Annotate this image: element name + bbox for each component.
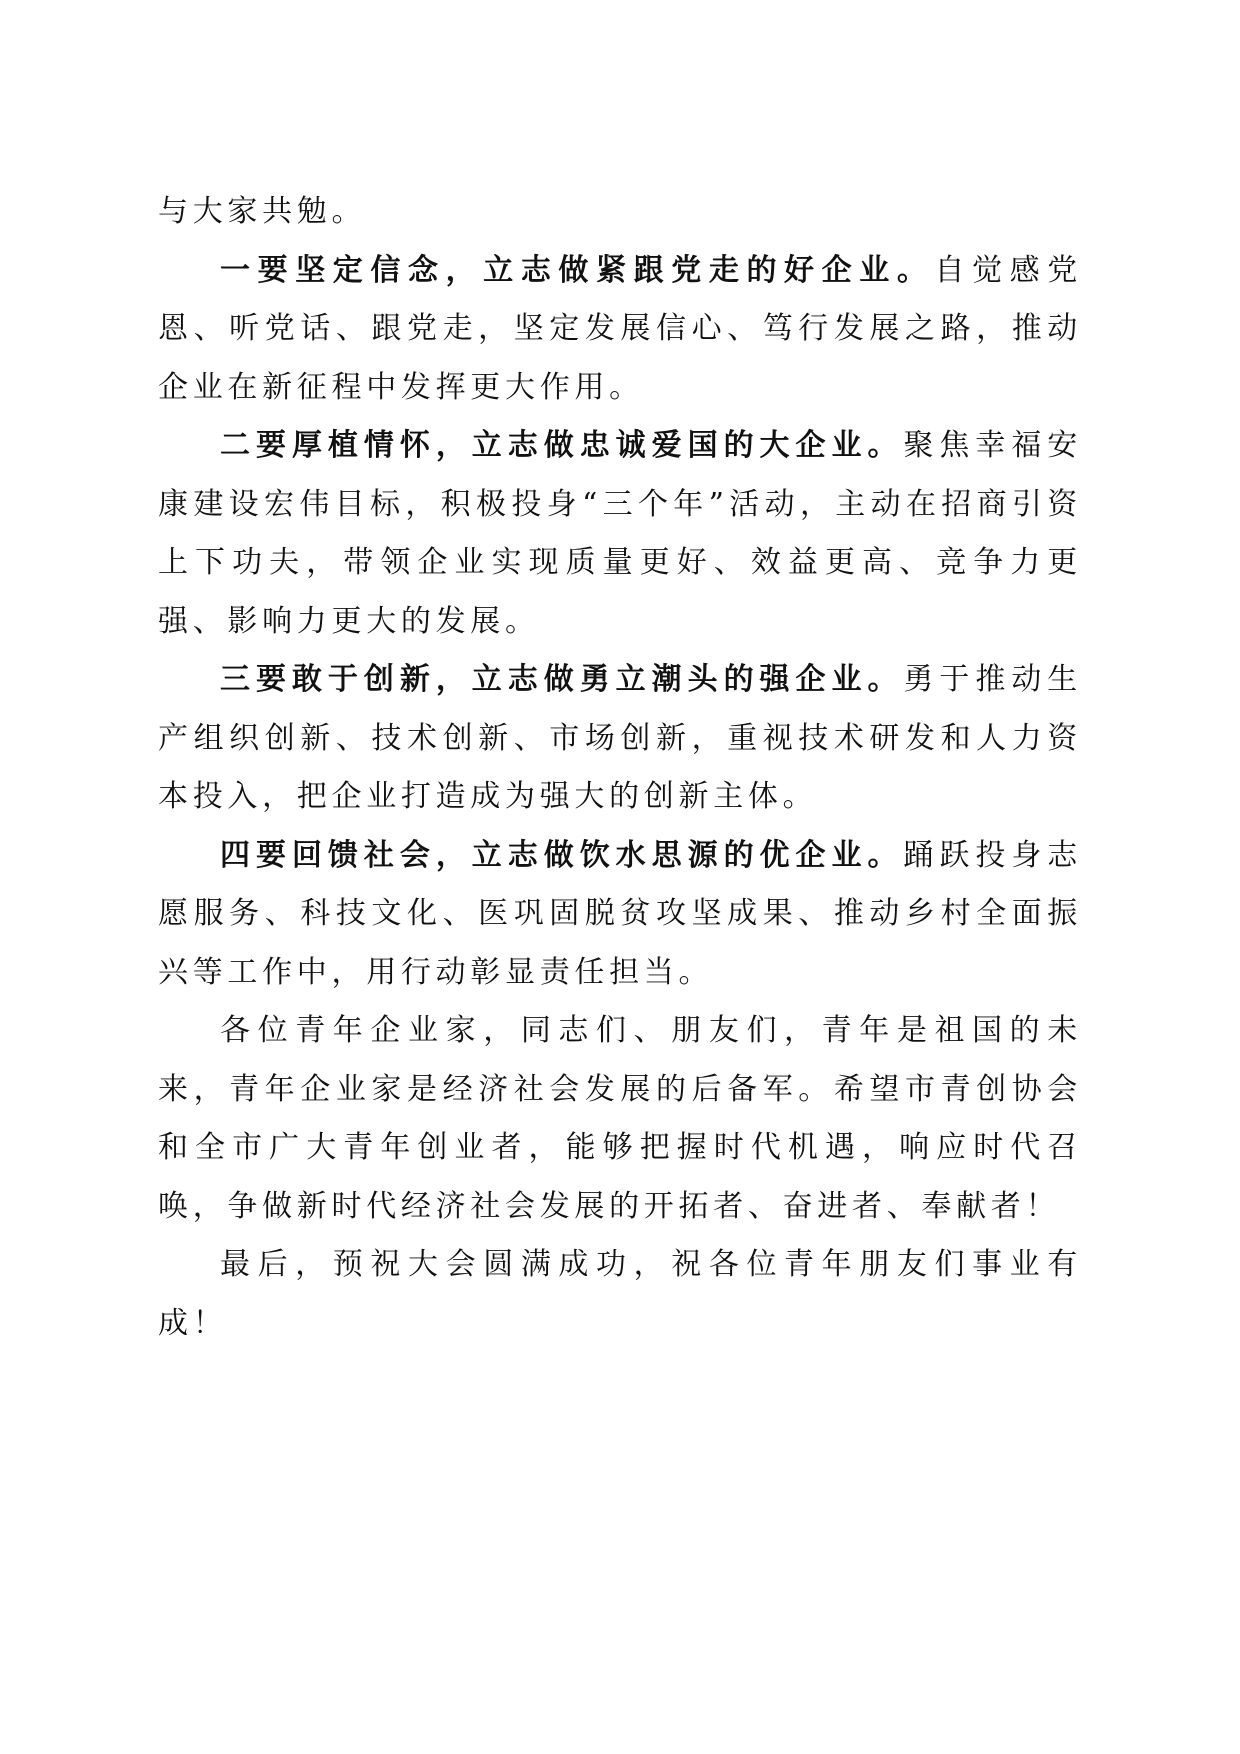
paragraph-text: 勇于推动生产组织创新、技术创新、市场创新，重视技术研发和人力资本投入，把企业打造成为强大的创新主体。 (158, 662, 1082, 814)
paragraph-heading: 四要回馈社会，立志做饮水思源的优企业。 (220, 837, 904, 873)
paragraph-text: 聚焦幸福安康建设宏伟目标，积极投身“三个年”活动，主动在招商引资上下功夫，带领企业实现质量更好、效益更高、竞争力更强、影响力更大的发展。 (158, 428, 1082, 639)
paragraph-point-two (158, 417, 1082, 651)
paragraph-heading: 二要厚植情怀，立志做忠诚爱国的大企业。 (220, 428, 904, 463)
paragraph-point-three (158, 651, 1082, 827)
paragraph-appeal (158, 1002, 1082, 1236)
document-body (158, 183, 1082, 1353)
paragraph-text: 踊跃投身志愿服务、科技文化、医巩固脱贫攻坚成果、推动乡村全面振兴等工作中，用行动彰显责任担当。 (158, 837, 1082, 990)
paragraph-text: 与大家共勉。 (158, 194, 367, 229)
paragraph-heading: 三要敢于创新，立志做勇立潮头的强企业。 (220, 662, 904, 697)
paragraph-heading: 一要坚定信念，立志做紧跟党走的好企业。 (220, 252, 935, 288)
paragraph-closing-line (158, 183, 1082, 242)
paragraph-text: 各位青年企业家，同志们、朋友们，青年是祖国的未来，青年企业家是经济社会发展的后备军。希望市青创协会和全市广大青年创业者，能够把握时代机遇，响应时代召唤，争做新时代经济社会发展的开拓者、奋进者、奉献者！ (158, 1013, 1082, 1224)
paragraph-point-four (158, 827, 1082, 1003)
paragraph-text: 自觉感党恩、听党话、跟党走，坚定发展信心、笃行发展之路，推动企业在新征程中发挥更大作用。 (158, 252, 1082, 405)
paragraph-point-one (158, 242, 1082, 418)
paragraph-final-wishes (158, 1236, 1082, 1353)
paragraph-text: 最后，预祝大会圆满成功，祝各位青年朋友们事业有成！ (158, 1247, 1082, 1341)
